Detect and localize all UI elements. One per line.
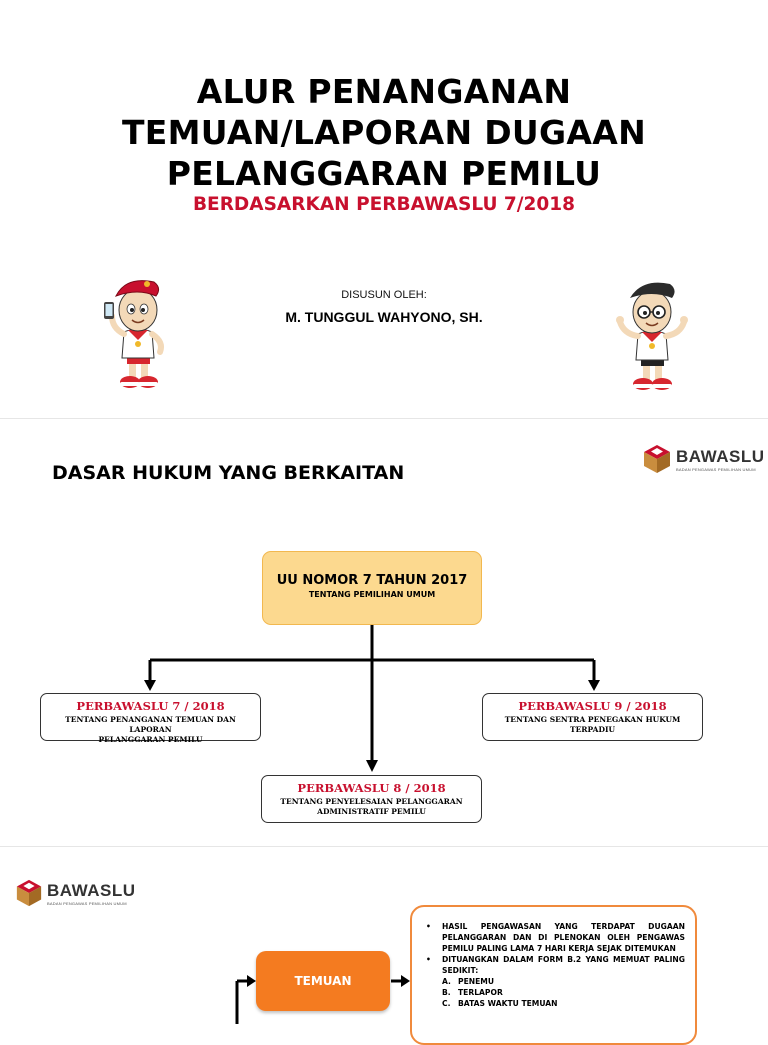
- logo-name: BAWASLU: [676, 446, 765, 466]
- perbawaslu-9-box: [482, 693, 703, 741]
- uu-subtitle: TENTANG PEMILIHAN UMUM: [308, 590, 436, 599]
- perbawaslu-7-desc-line2: PELANGGARAN PEMILU: [98, 735, 203, 744]
- logo-name-2: BAWASLU: [47, 880, 136, 900]
- info-sub-list: [442, 976, 685, 1009]
- mascot-boy-phone-icon: [98, 272, 178, 400]
- temuan-info-list: [424, 921, 685, 1009]
- perbawaslu-8-box: [261, 775, 482, 823]
- title-line-2: TEMUAN/LAPORAN DUGAAN: [121, 113, 647, 152]
- info-bullet-2: [424, 954, 685, 1009]
- info-bullet-1: • HASIL PENGAWASAN YANG TERDAPAT DUGAAN PELANGGARAN DAN DI PLENOKAN OLEH PENGAWAS PEMILU PALING LAMA 7 HARI KERJA SEJAK DITEMUKAN: [424, 921, 685, 954]
- sub-letter-c: C.: [442, 999, 451, 1008]
- temuan-button[interactable]: TEMUAN: [256, 951, 390, 1011]
- info-sub-item-b: [442, 987, 685, 998]
- bawaslu-logo-icon: [642, 443, 672, 475]
- bawaslu-logo-icon: [15, 878, 43, 908]
- mascot-boy-glasses-icon: [612, 276, 692, 400]
- perbawaslu-9-desc-line1: TENTANG SENTRA PENEGAKAN HUKUM: [504, 715, 681, 724]
- perbawaslu-8-title: PERBAWASLU 8 / 2018: [297, 781, 446, 795]
- info-bullet-2-text: DITUANGKAN DALAM FORM B.2 YANG MEMUAT PALING SEDIKIT:: [442, 955, 685, 975]
- title-line-3: PELANGGARAN PEMILU: [166, 154, 602, 193]
- perbawaslu-8-desc-line1: TENTANG PENYELESAIAN PELANGGARAN: [280, 797, 463, 806]
- perbawaslu-8-desc-line2: ADMINISTRATIF PEMILU: [317, 807, 426, 816]
- sub-text-a: PENEMU: [458, 977, 495, 986]
- perbawaslu-7-desc-line1: TENTANG PENANGANAN TEMUAN DAN LAPORAN: [65, 715, 236, 734]
- subtitle: BERDASARKAN PERBAWASLU 7/2018: [192, 194, 576, 215]
- prepared-by-label: DISUSUN OLEH:: [341, 289, 427, 301]
- uu-root-box: [262, 551, 482, 625]
- author-name: M. TUNGGUL WAHYONO, SH.: [285, 309, 483, 325]
- uu-title: UU NOMOR 7 TAHUN 2017: [276, 573, 468, 588]
- logo-tagline: BADAN PENGAWAS PEMILIHAN UMUM: [676, 466, 756, 472]
- perbawaslu-7-title: PERBAWASLU 7 / 2018: [76, 699, 225, 713]
- slide-divider-2: [0, 846, 768, 847]
- perbawaslu-7-box: [40, 693, 261, 744]
- perbawaslu-9-title: PERBAWASLU 9 / 2018: [518, 699, 667, 713]
- bawaslu-logo: [642, 443, 765, 475]
- bawaslu-logo-2: [15, 878, 136, 908]
- slide-divider: [0, 418, 768, 419]
- logo-tagline-2: BADAN PENGAWAS PEMILIHAN UMUM: [47, 900, 127, 906]
- temuan-info-box: [410, 905, 697, 1045]
- sub-text-c: BATAS WAKTU TEMUAN: [458, 999, 558, 1008]
- info-sub-item-c: [442, 998, 685, 1009]
- info-sub-item-a: [442, 976, 685, 987]
- sub-letter-a: A.: [442, 977, 451, 986]
- sub-text-b: TERLAPOR: [458, 988, 503, 997]
- section-heading: DASAR HUKUM YANG BERKAITAN: [52, 462, 405, 484]
- title-line-1: ALUR PENANGANAN: [196, 72, 572, 111]
- perbawaslu-9-desc-line2: TERPADIU: [570, 725, 615, 734]
- sub-letter-b: B.: [442, 988, 451, 997]
